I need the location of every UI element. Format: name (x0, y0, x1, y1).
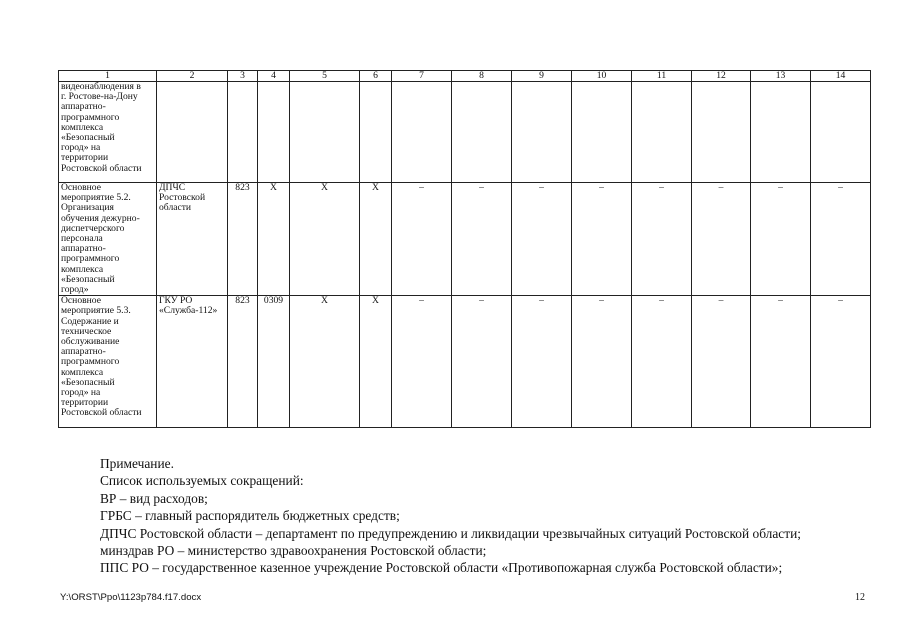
value-cell: – (632, 183, 692, 296)
column-number: 7 (392, 71, 452, 82)
abbreviations-heading: Список используемых сокращений: (100, 473, 304, 489)
abbreviation-item: ДПЧС Ростовской области – департамент по предупреждению и ликвидации чрезвычайных ситуаций Ростовской области; (100, 525, 801, 541)
value-cell: – (692, 183, 751, 296)
value-cell (512, 82, 572, 183)
value-cell (452, 82, 512, 183)
grbs-cell: 823 (228, 296, 258, 428)
abbreviation-item: ВР – вид расходов; (100, 490, 208, 506)
grbs-cell (228, 82, 258, 183)
rzpr-cell: Х (258, 183, 290, 296)
value-cell: – (751, 183, 811, 296)
value-cell: – (392, 296, 452, 428)
value-cell: – (811, 183, 871, 296)
executor-name: ГКУ РО «Служба-112» (159, 295, 218, 317)
activity-name: Основное мероприятие 5.3. Содержание и техническое обслуживание аппаратно- программного комплекса «Безопасный город» на территории Ростовской области (61, 295, 142, 419)
column-number: 11 (632, 71, 692, 82)
footer-file-path: Y:\ORST\Ppo\1123p784.f17.docx (60, 592, 202, 603)
column-number: 4 (258, 71, 290, 82)
value-cell: – (452, 183, 512, 296)
value-cell: – (632, 296, 692, 428)
executor-cell (157, 296, 228, 428)
column-number: 2 (157, 71, 228, 82)
executor-name: ДПЧС Ростовской области (159, 182, 206, 214)
column-number: 6 (360, 71, 392, 82)
activity-name-cell (59, 82, 157, 183)
table-header-row (59, 71, 871, 82)
rzpr-cell (258, 82, 290, 183)
table-row (59, 183, 871, 296)
activity-name-cell (59, 183, 157, 296)
abbreviation-item: минздрав РО – министерство здравоохранения Ростовской области; (100, 543, 487, 559)
value-cell: – (452, 296, 512, 428)
value-cell (392, 82, 452, 183)
notes-section (60, 455, 868, 577)
value-cell: – (811, 296, 871, 428)
table-row (59, 82, 871, 183)
vr-cell (360, 82, 392, 183)
budget-table-container (58, 70, 870, 428)
vr-cell: Х (360, 296, 392, 428)
abbreviation-item: ППС РО – государственное казенное учреждение Ростовской области «Противопожарная служба Ростовской области»; (100, 560, 783, 576)
value-cell (692, 82, 751, 183)
executor-cell (157, 82, 228, 183)
column-number: 9 (512, 71, 572, 82)
grbs-cell: 823 (228, 183, 258, 296)
column-number: 14 (811, 71, 871, 82)
column-number: 5 (290, 71, 360, 82)
column-number: 3 (228, 71, 258, 82)
value-cell: – (392, 183, 452, 296)
value-cell: – (512, 296, 572, 428)
csr-cell (290, 82, 360, 183)
vr-cell: Х (360, 183, 392, 296)
activity-name: Основное мероприятие 5.2. Организация обучения дежурно- диспетчерского персонала аппаратно- программного комплекса «Безопасный город» (61, 182, 140, 296)
column-number: 10 (572, 71, 632, 82)
budget-table (58, 70, 871, 428)
activity-name: видеонаблюдения в г. Ростове-на-Дону аппаратно- программного комплекса «Безопасный город» на территории Ростовской области (61, 81, 142, 174)
value-cell: – (512, 183, 572, 296)
value-cell: – (692, 296, 751, 428)
column-number: 12 (692, 71, 751, 82)
value-cell (632, 82, 692, 183)
rzpr-cell: 0309 (258, 296, 290, 428)
abbreviation-item: ГРБС – главный распорядитель бюджетных средств; (100, 508, 400, 524)
footer-page-number: 12 (855, 592, 865, 603)
executor-cell (157, 183, 228, 296)
csr-cell: Х (290, 183, 360, 296)
column-number: 13 (751, 71, 811, 82)
activity-name-cell (59, 296, 157, 428)
value-cell (811, 82, 871, 183)
value-cell: – (751, 296, 811, 428)
csr-cell: Х (290, 296, 360, 428)
value-cell: – (572, 296, 632, 428)
column-number: 8 (452, 71, 512, 82)
value-cell (751, 82, 811, 183)
table-row (59, 296, 871, 428)
note-heading: Примечание. (100, 456, 174, 471)
column-number: 1 (59, 71, 157, 82)
value-cell: – (572, 183, 632, 296)
value-cell (572, 82, 632, 183)
